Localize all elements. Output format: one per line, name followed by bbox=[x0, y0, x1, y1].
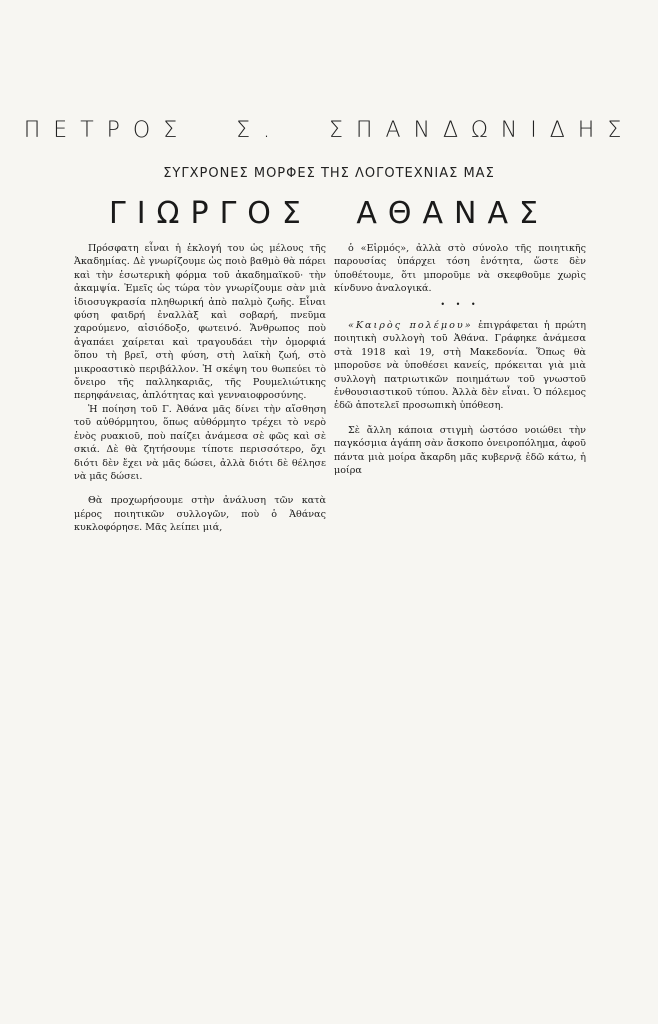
paragraph: Πρόσφατη εἶναι ἡ ἐκλογή του ὡς μέλους τῆς Ἀκαδημίας. Δὲ γνωρίζουμε ὡς ποιὸ βαθμὸ θὰ πάρει καὶ τὴν ἐσωτερικὴ φόρμα τοῦ ἀκαδημαϊκοῦ· τὴν ἀκαμψία. Ἐμεῖς ὡς τώρα τὸν γνωρίζουμε σὰν μιὰ ἰδιοσυγκρασία πληθωρική ἀπὸ παλμὸ ζωῆς. Εἶναι φύση φαιδρή ἐναλλὰξ καὶ σοβαρή, πνεῦμα χαρούμενο, αἰσιόδοξο, φωτεινό. Ἄνθρωπος ποὺ ἀγαπάει χαίρεται καὶ τραγουδάει τὴν ὀμορφιά ὅπου τὴ βρεῖ, στὴ φύση, στὴ λαϊκὴ ζωή, στὸ μικροαστικὸ περιβάλλον. Ἡ σκέψη του θωπεύει τὸ ὄνειρο τῆς παλληκαριᾶς, τῆς Ρουμελιώτικης περηφάνειας, ἀπλότητας καὶ γενναιοφροσύνης. bbox=[74, 243, 326, 402]
paragraph: Θὰ προχωρήσουμε στὴν ἀνάλυση τῶν κατὰ μέρος ποιητικῶν συλλογῶν, ποὺ ὁ Ἀθάνας κυκλοφόρησε. Μᾶς λείπει μιά, bbox=[74, 495, 326, 534]
paragraph: Σὲ ἄλλη κάποια στιγμὴ ὡστόσο νοιώθει τὴν παγκόσμια ἀγάπη σὰν ἄσκοπο ὀνειροπόλημα, ἀφοῦ πάντα μιὰ μοίρα ἄκαρδη μᾶς κυβερνᾷ ἐδῶ κάτω, ἡ μοίρα bbox=[334, 424, 586, 477]
text-column-left bbox=[74, 242, 326, 535]
article-title: ΓΙΩΡΓΟΣ ΑΘΑΝΑΣ bbox=[109, 196, 549, 231]
section-separator: • • • bbox=[440, 299, 480, 309]
author-name: ΠΕΤΡΟΣ Σ. ΣΠΑΝΔΩΝΙΔΗΣ bbox=[23, 118, 635, 143]
collection-title: «Καιρὸς πολέμου» bbox=[348, 320, 473, 332]
paragraph bbox=[334, 319, 586, 413]
paragraph-text: ἐπιγράφεται ἡ πρώτη ποιητικὴ συλλογὴ τοῦ Ἀθάνα. Γράφηκε ἀνάμεσα στὰ 1918 καὶ 19, στὴ Μακεδονία. Ὅπως θὰ μποροῦσε νὰ ὑποθέσει κανείς, πρόκειται γιὰ μιὰ συλλογὴ πατριωτικῶν ποιημάτων τοῦ γνωστοῦ ἐνθουσιαστικοῦ τύπου. Ἀλλὰ δὲν εἶναι. Ὁ πόλεμος ἐδῶ ἀποτελεῖ προσωπικὴ ὑπόθεση. bbox=[334, 320, 586, 412]
series-title: ΣΥΓΧΡΟΝΕΣ ΜΟΡΦΕΣ ΤΗΣ ΛΟΓΟΤΕΧΝΙΑΣ ΜΑΣ bbox=[163, 166, 495, 181]
paragraph: Ἡ ποίηση τοῦ Γ. Ἀθάνα μᾶς δίνει τὴν αἴσθηση τοῦ αὐθόρμητου, ὅπως αὐθόρμητο τρέχει τὸ νερὸ ἑνὸς ρυακιοῦ, ποὺ παίζει ἀνάμεσα σὲ φῶς καὶ σὲ σκιά. Δὲ θὰ ζητήσουμε τίποτε περισσότερο, ὄχι διότι δὲν ἔχει νὰ μᾶς δώσει, ἀλλὰ διότι δὲ θέλησε νὰ μᾶς δώσει. bbox=[74, 403, 326, 482]
text-column-right bbox=[334, 242, 586, 478]
paragraph: ὁ «Εἱρμός», ἀλλὰ στὸ σύνολο τῆς ποιητικῆς παρουσίας ὑπάρχει τόση ἑνότητα, ὥστε δὲν ὑποθέτουμε, ὅτι μποροῦμε νὰ σκεφθοῦμε χωρὶς κίνδυνο ἀναλογικά. bbox=[334, 243, 586, 295]
